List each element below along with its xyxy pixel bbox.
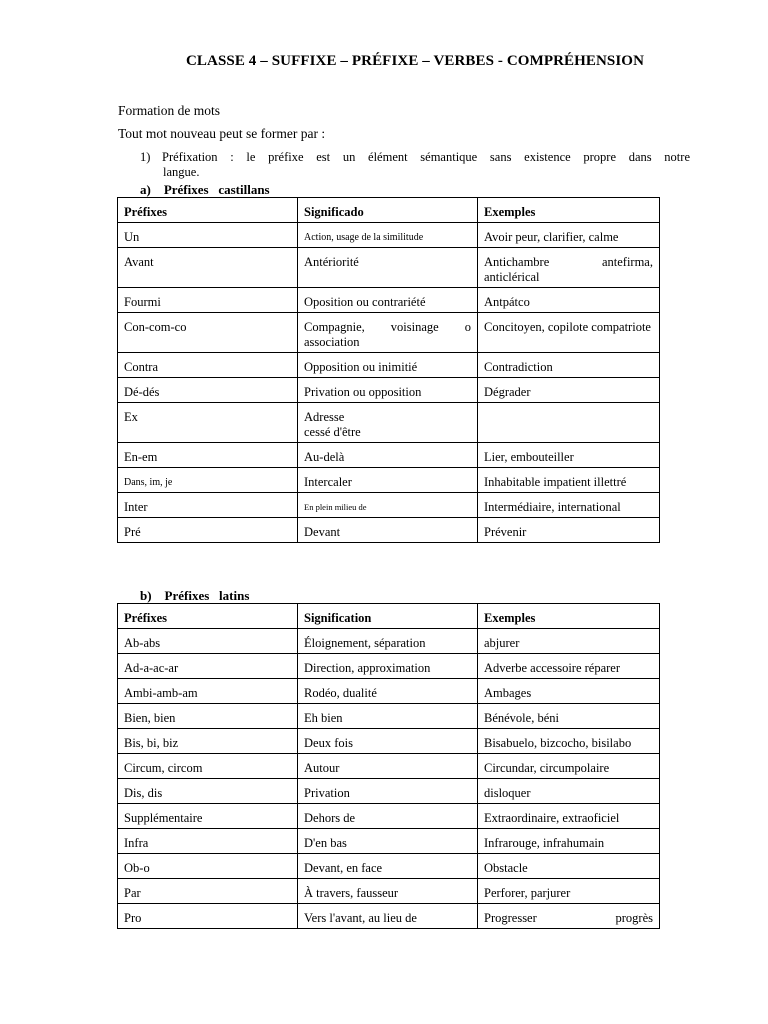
table-row	[118, 248, 660, 288]
table-cell: Intermédiaire, international	[478, 493, 660, 518]
table-cell: Supplémentaire	[118, 804, 298, 829]
table-cell: Infra	[118, 829, 298, 854]
table-cell: Obstacle	[478, 854, 660, 879]
column-header: Exemples	[478, 604, 660, 629]
section-a-heading: a) Préfixes castillans	[140, 182, 270, 197]
intro-lead: Tout mot nouveau peut se former par :	[118, 126, 326, 141]
table-cell: Action, usage de la similitude	[298, 223, 478, 248]
table-cell: Par	[118, 879, 298, 904]
table-cell: Compagnie, voisinage o association	[298, 313, 478, 353]
table-cell: Avant	[118, 248, 298, 288]
table-cell: Rodéo, dualité	[298, 679, 478, 704]
table-castillan-prefixes	[117, 197, 660, 543]
table-row	[118, 704, 660, 729]
table-cell: Ex	[118, 403, 298, 443]
table-cell: Privation ou opposition	[298, 378, 478, 403]
table-cell: Prévenir	[478, 518, 660, 543]
table-cell: Circundar, circumpolaire	[478, 754, 660, 779]
table-cell: Contradiction	[478, 353, 660, 378]
table-cell: Bisabuelo, bizcocho, bisilabo	[478, 729, 660, 754]
page-title: CLASSE 4 – SUFFIXE – PRÉFIXE – VERBES - COMPRÉHENSION	[186, 53, 645, 69]
table-header-row	[118, 604, 660, 629]
table-cell: Extraordinaire, extraoficiel	[478, 804, 660, 829]
table-row	[118, 353, 660, 378]
section-b-heading: b) Préfixes latins	[140, 588, 250, 603]
table-header-row	[118, 198, 660, 223]
table-cell: Antériorité	[298, 248, 478, 288]
table-cell: Bien, bien	[118, 704, 298, 729]
table-cell: Antichambre antefirma, anticlérical	[478, 248, 660, 288]
column-header: Significado	[298, 198, 478, 223]
table-row	[118, 904, 660, 929]
table-cell: Con-com-co	[118, 313, 298, 353]
table-cell: Avoir peur, clarifier, calme	[478, 223, 660, 248]
table-cell: Antpátco	[478, 288, 660, 313]
table-cell: Ambages	[478, 679, 660, 704]
column-header: Préfixes	[118, 604, 298, 629]
table-row	[118, 754, 660, 779]
table-cell: Concitoyen, copilote compatriote	[478, 313, 660, 353]
table-cell: disloquer	[478, 779, 660, 804]
table-row	[118, 829, 660, 854]
table-cell: Au-delà	[298, 443, 478, 468]
table-cell: Intercaler	[298, 468, 478, 493]
intro-heading: Formation de mots	[118, 103, 220, 118]
table-cell-text: Progresser progrès	[484, 911, 653, 925]
table-row	[118, 854, 660, 879]
table-cell: Lier, embouteiller	[478, 443, 660, 468]
table-row	[118, 654, 660, 679]
table-cell: Ob-o	[118, 854, 298, 879]
table-cell: Pré	[118, 518, 298, 543]
table-cell: À travers, fausseur	[298, 879, 478, 904]
table-cell: Vers l'avant, au lieu de	[298, 904, 478, 929]
table-cell: D'en bas	[298, 829, 478, 854]
list-item-number: 1)	[140, 150, 151, 164]
table-row	[118, 879, 660, 904]
table-cell: Deux fois	[298, 729, 478, 754]
table-row	[118, 729, 660, 754]
table-cell: Eh bien	[298, 704, 478, 729]
table-row	[118, 443, 660, 468]
table-cell: Privation	[298, 779, 478, 804]
table-cell: Un	[118, 223, 298, 248]
table-latin-prefixes	[117, 603, 660, 929]
table-cell: Perforer, parjurer	[478, 879, 660, 904]
table-cell	[478, 403, 660, 443]
table-cell: Contra	[118, 353, 298, 378]
table-cell	[478, 904, 660, 929]
table-row	[118, 518, 660, 543]
table-cell: En-em	[118, 443, 298, 468]
table-cell: Dis, dis	[118, 779, 298, 804]
list-item-prefixation	[140, 150, 690, 180]
table-row	[118, 378, 660, 403]
table-cell: Autour	[298, 754, 478, 779]
table-cell: Fourmi	[118, 288, 298, 313]
column-header: Exemples	[478, 198, 660, 223]
table-row	[118, 288, 660, 313]
table-cell: Devant	[298, 518, 478, 543]
table-row	[118, 468, 660, 493]
table-cell: Dé-dés	[118, 378, 298, 403]
table-row	[118, 403, 660, 443]
table-row	[118, 629, 660, 654]
table-cell: Infrarouge, infrahumain	[478, 829, 660, 854]
table-row	[118, 679, 660, 704]
table-cell: Dans, im, je	[118, 468, 298, 493]
table-cell: abjurer	[478, 629, 660, 654]
table-cell: Ab-abs	[118, 629, 298, 654]
table-cell: Circum, circom	[118, 754, 298, 779]
table-cell: Inter	[118, 493, 298, 518]
table-cell: En plein milieu de	[298, 493, 478, 518]
table-cell: Direction, approximation	[298, 654, 478, 679]
table-row	[118, 493, 660, 518]
table-cell: Éloignement, séparation	[298, 629, 478, 654]
table-cell: Adresse cessé d'être	[298, 403, 478, 443]
table-cell: Oposition ou contrariété	[298, 288, 478, 313]
table-cell: Inhabitable impatient illettré	[478, 468, 660, 493]
table-row	[118, 804, 660, 829]
table-cell: Bénévole, béni	[478, 704, 660, 729]
table-cell: Ad-a-ac-ar	[118, 654, 298, 679]
list-item-text-continued: langue.	[163, 165, 200, 179]
table-cell: Pro	[118, 904, 298, 929]
column-header: Préfixes	[118, 198, 298, 223]
table-cell: Opposition ou inimitié	[298, 353, 478, 378]
table-cell: Devant, en face	[298, 854, 478, 879]
column-header: Signification	[298, 604, 478, 629]
table-cell: Dehors de	[298, 804, 478, 829]
table-cell: Bis, bi, biz	[118, 729, 298, 754]
table-cell: Dégrader	[478, 378, 660, 403]
table-row	[118, 779, 660, 804]
table-cell: Adverbe accessoire réparer	[478, 654, 660, 679]
table-row	[118, 223, 660, 248]
table-row	[118, 313, 660, 353]
list-item-text: Préfixation : le préfixe est un élément sémantique sans existence propre dans notre	[162, 150, 690, 164]
table-cell: Ambi-amb-am	[118, 679, 298, 704]
